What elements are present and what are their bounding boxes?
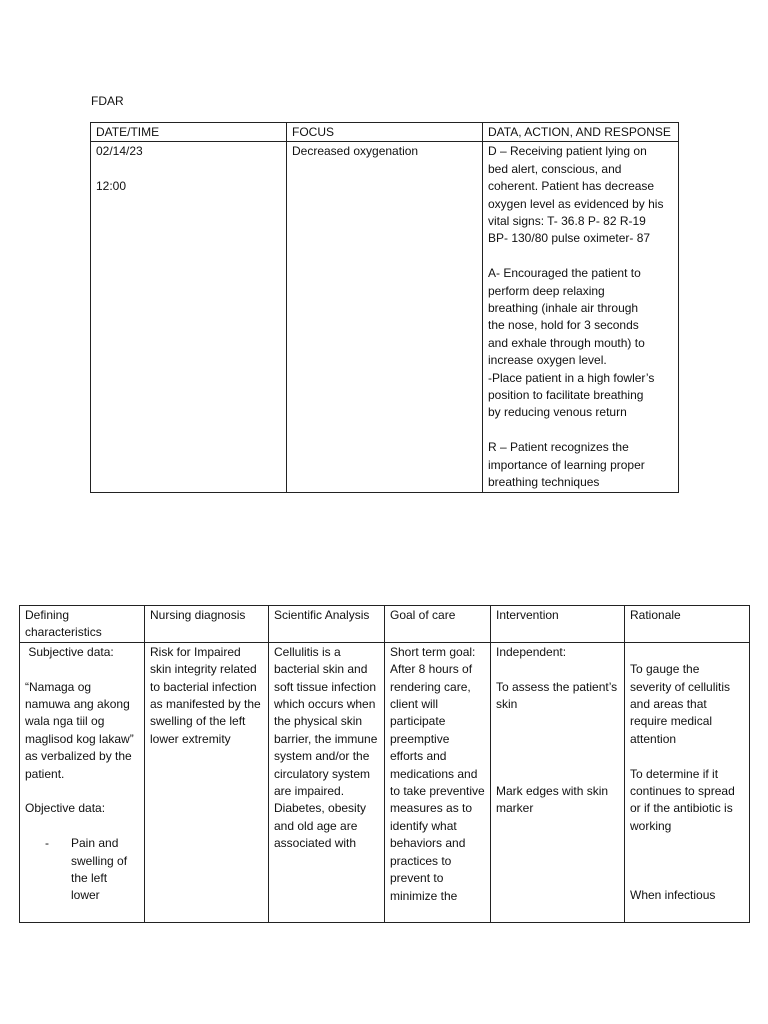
goal-of-care-cell [385,642,491,922]
fdar-focus-cell [287,142,483,492]
list-item: - Pain and swelling of the left lower [45,836,128,903]
fdar-row [91,142,679,492]
fdar-data-block [488,143,673,247]
response-line: R – Patient recognizes the [488,440,629,455]
scientific-analysis-text: Cellulitis is a bacterial skin and soft tissue infection which occurs when the physical skin barrier, the immune system and/or the circulatory system are impaired. Diabetes, obesity and old age are associated with [274,644,378,851]
fdar-action-block [488,265,673,422]
care-row [20,642,750,922]
header-goal-of-care: Goal of care [385,606,491,643]
action-line: breathing (inhale air through [488,301,639,316]
subjective-quote: “Namaga og namuwa ang akong wala nga tiil og maglisod kog lakaw” as verbalized by the patient. [25,679,134,781]
nursing-diagnosis-text: Risk for Impaired skin integrity related to bacterial infection as manifested by the swelling of the left lower extremity [150,644,261,746]
fdar-header-row [91,123,679,142]
action-line: A- Encouraged the patient to [488,266,641,281]
intervention-item: To assess the patient’s skin [496,679,618,712]
data-line: bed alert, conscious, and [488,161,622,176]
header-defining-characteristics: Defining characteristics [20,606,145,643]
data-line: D – Receiving patient lying on [488,144,647,159]
fdar-response-block [488,439,673,491]
fdar-datetime-cell [91,142,287,492]
defining-characteristics-cell [20,642,145,922]
fdar-time: 12:00 [96,179,127,194]
intervention-item: Mark edges with skin marker [496,783,609,816]
fdar-header-focus: FOCUS [287,123,483,142]
nursing-care-plan-table [19,605,750,923]
rationale-item: To determine if it continues to spread or if the antibiotic is working [630,766,735,833]
fdar-focus: Decreased oxygenation [292,144,419,159]
header-nursing-diagnosis: Nursing diagnosis [145,606,269,643]
objective-label: Objective data: [25,801,106,816]
data-line: BP- 130/80 pulse oximeter- 87 [488,231,651,246]
header-rationale: Rationale [625,606,750,643]
care-header-row [20,606,750,643]
rationale-cell [625,642,750,922]
fdar-date: 02/14/23 [96,144,143,159]
action-line: -Place patient in a high fowler’s [488,370,655,385]
scientific-analysis-cell [269,642,385,922]
data-line: vital signs: T- 36.8 P- 82 R-19 [488,214,646,229]
data-line: oxygen level as evidenced by his [488,196,664,211]
nursing-diagnosis-cell [145,642,269,922]
action-line: increase oxygen level. [488,353,607,368]
intervention-label: Independent: [496,644,567,659]
data-line: coherent. Patient has decrease [488,179,655,194]
action-line: and exhale through mouth) to [488,335,645,350]
intervention-cell [491,642,625,922]
action-line: perform deep relaxing [488,283,605,298]
response-line: importance of learning proper [488,457,645,472]
rationale-item: To gauge the severity of cellulitis and areas that require medical attention [630,662,731,746]
subjective-label: Subjective data: [25,644,114,659]
fdar-dar-cell [483,142,679,492]
action-line: the nose, hold for 3 seconds [488,318,639,333]
header-scientific-analysis: Scientific Analysis [269,606,385,643]
page-heading: FDAR [91,94,124,108]
fdar-header-dar: DATA, ACTION, AND RESPONSE [483,123,679,142]
response-line: breathing techniques [488,475,600,490]
header-intervention: Intervention [491,606,625,643]
objective-list [25,835,139,905]
goal-of-care-text: Short term goal: After 8 hours of rendering care, client will participate preemptive efforts and medications and to take preventive measures as to identify what behaviors and practices to prevent to minimize the [390,644,485,903]
action-line: by reducing venous return [488,405,627,420]
fdar-table [90,122,679,493]
rationale-item: When infectious [630,888,716,903]
fdar-header-datetime: DATE/TIME [91,123,287,142]
action-line: position to facilitate breathing [488,388,644,403]
